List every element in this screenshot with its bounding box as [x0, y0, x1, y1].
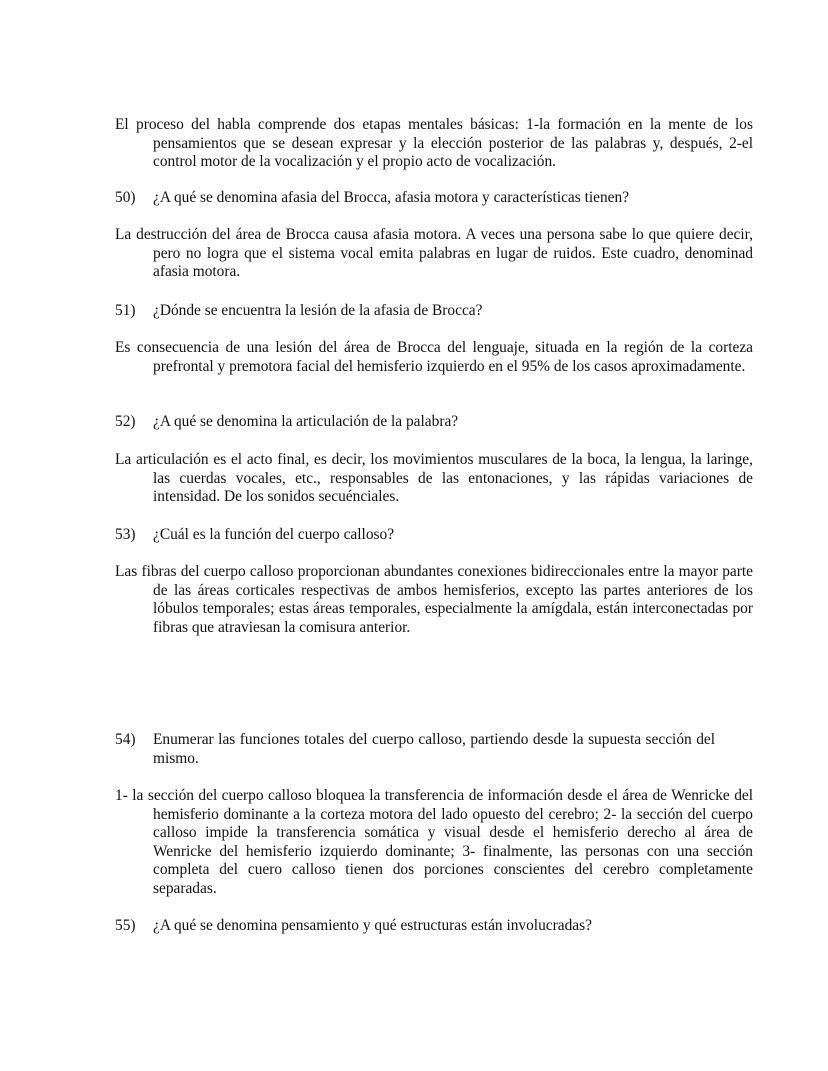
answer-54: 1- la sección del cuerpo calloso bloquea la transferencia de información desde el área de Wenricke del hemisferio dominante a la corteza motora del lado opuesto del cerebro; 2- la sección del cuerpo calloso impide la transferencia somática y visual desde el hemisferio derecho al área de Wenricke del hemisferio izquierdo dominante; 3- finalmente, las personas con una sección completa del cuero calloso tienen dos porciones conscientes del cerebro completamente separadas. [115, 787, 753, 897]
question-number: 54) [115, 731, 136, 748]
question-51 [115, 302, 715, 321]
question-number: 51) [115, 302, 136, 319]
question-50 [115, 189, 715, 208]
question-number: 50) [115, 189, 136, 206]
question-text: ¿Cuál es la función del cuerpo calloso? [153, 526, 395, 543]
question-53 [115, 526, 715, 545]
intro-paragraph: El proceso del habla comprende dos etapas mentales básicas: 1-la formación en la mente de los pensamientos que se desean expresar y la elección posterior de las palabras y, después, 2-el control motor de la vocalización y el propio acto de vocalización. [115, 116, 753, 171]
answer-53: Las fibras del cuerpo calloso proporcionan abundantes conexiones bidireccionales entre la mayor parte de las áreas corticales respectivas de ambos hemisferios, excepto las partes anteriores de los lóbulos temporales; estas áreas temporales, especialmente la amígdala, están interconectadas por fibras que atraviesan la comisura anterior. [115, 563, 753, 636]
question-number: 52) [115, 413, 136, 430]
question-text: ¿A qué se denomina la articulación de la palabra? [153, 413, 459, 430]
answer-52: La articulación es el acto final, es decir, los movimientos musculares de la boca, la lengua, la laringe, las cuerdas vocales, etc., responsables de las entonaciones, y las rápidas variaciones de intensidad. De los sonidos secuénciales. [115, 451, 753, 506]
question-text: Enumerar las funciones totales del cuerpo calloso, partiendo desde la supuesta sección del mismo. [153, 731, 715, 767]
question-54 [115, 731, 715, 768]
question-text: ¿A qué se denomina pensamiento y qué estructuras están involucradas? [153, 917, 592, 934]
answer-50: La destrucción del área de Brocca causa afasia motora. A veces una persona sabe lo que quiere decir, pero no logra que el sistema vocal emita palabras en lugar de ruidos. Este cuadro, denominad afasia motora. [115, 226, 753, 281]
question-number: 55) [115, 917, 136, 934]
answer-51: Es consecuencia de una lesión del área de Brocca del lenguaje, situada en la región de la corteza prefrontal y premotora facial del hemisferio izquierdo en el 95% de los casos aproximadamente. [115, 339, 753, 375]
question-55 [115, 917, 715, 936]
question-number: 53) [115, 526, 136, 543]
question-text: ¿Dónde se encuentra la lesión de la afasia de Brocca? [153, 302, 483, 319]
question-text: ¿A qué se denomina afasia del Brocca, afasia motora y características tienen? [153, 189, 630, 206]
question-52 [115, 413, 715, 432]
